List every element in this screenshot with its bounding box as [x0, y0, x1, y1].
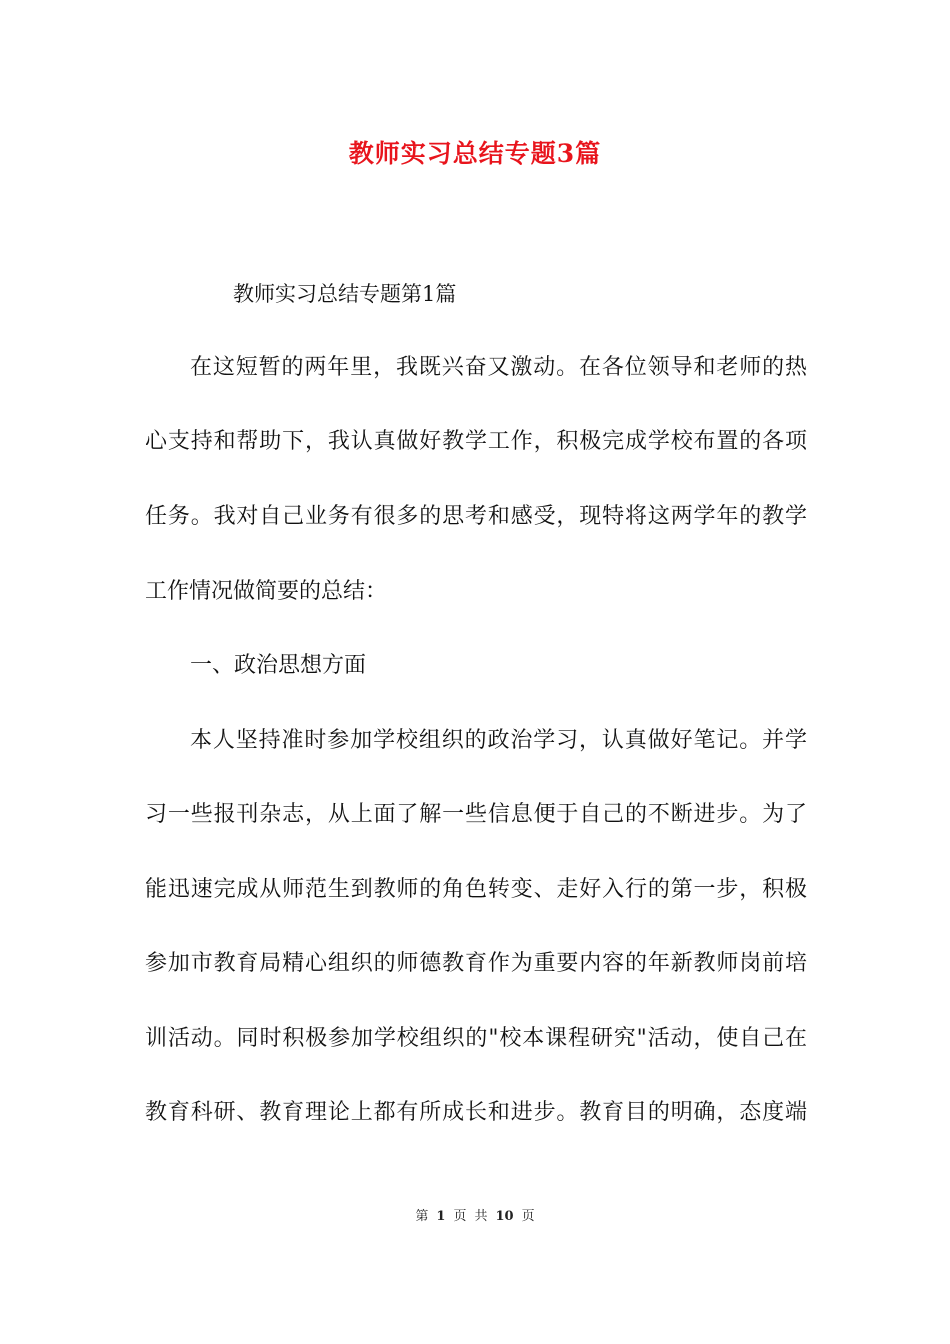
- paragraph-line: 训活动。同时积极参加学校组织的"校本课程研究"活动，使自己在: [145, 1026, 807, 1051]
- document-title: 教师实习总结专题3篇: [348, 139, 602, 168]
- paragraph-line: 本人坚持准时参加学校组织的政治学习，认真做好笔记。并学: [190, 728, 807, 753]
- article-subtitle: 教师实习总结专题第1篇: [233, 282, 457, 306]
- paragraph-line: 心支持和帮助下，我认真做好教学工作，积极完成学校布置的各项: [145, 429, 807, 454]
- page-footer: [0, 1207, 950, 1227]
- footer-total-prefix: 共: [474, 1209, 488, 1224]
- paragraph-line: 参加市教育局精心组织的师德教育作为重要内容的年新教师岗前培: [145, 951, 807, 976]
- paragraph-line: 教育科研、教育理论上都有所成长和进步。教育目的明确，态度端: [145, 1100, 807, 1125]
- footer-current-page: 1: [436, 1209, 446, 1224]
- footer-total-pages: 10: [495, 1209, 514, 1224]
- footer-suffix: 页: [521, 1209, 535, 1224]
- paragraph-line: 习一些报刊杂志，从上面了解一些信息便于自己的不断进步。为了: [145, 802, 807, 827]
- footer-page-word: 页: [453, 1209, 467, 1224]
- paragraph-line: 在这短暂的两年里，我既兴奋又激动。在各位领导和老师的热: [190, 355, 807, 380]
- paragraph-line: 能迅速完成从师范生到教师的角色转变、走好入行的第一步，积极: [145, 877, 807, 902]
- paragraph-line: 工作情况做简要的总结：: [145, 579, 388, 604]
- paragraph-line: 任务。我对自己业务有很多的思考和感受，现特将这两学年的教学: [145, 504, 807, 529]
- section-heading: 一、政治思想方面: [190, 653, 367, 678]
- footer-prefix: 第: [415, 1209, 429, 1224]
